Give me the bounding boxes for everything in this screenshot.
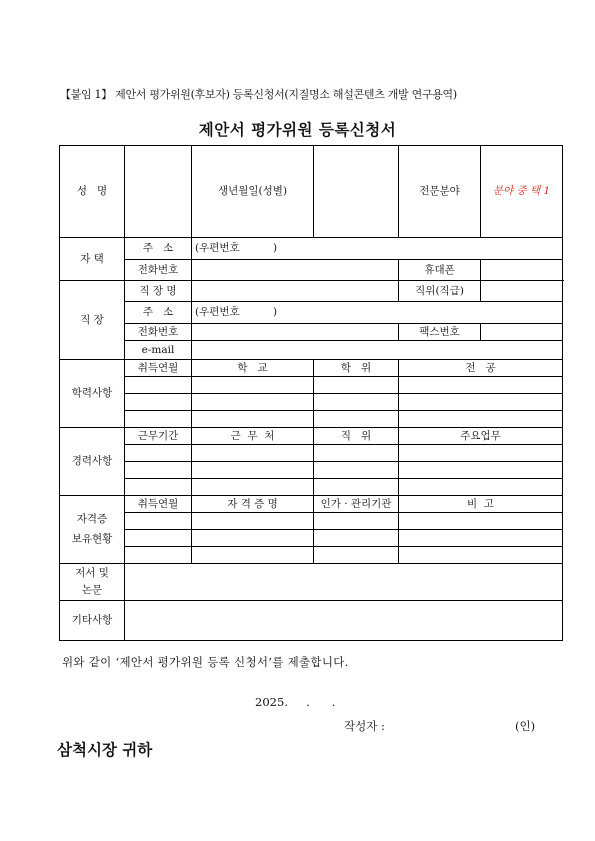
mobile-field[interactable] — [481, 260, 563, 281]
other-section-label: 기타사항 — [60, 601, 125, 641]
certification-header-authority: 인가 · 관리기관 — [314, 496, 399, 513]
education-major-cell[interactable] — [399, 411, 563, 428]
career-period-cell[interactable] — [125, 479, 192, 496]
work-address-field[interactable]: (우편번호 ) — [192, 302, 563, 324]
career-workplace-cell[interactable] — [192, 462, 314, 479]
application-form-table — [59, 145, 563, 641]
education-major-cell[interactable] — [399, 394, 563, 411]
work-section-label: 직 장 — [60, 281, 125, 360]
home-address-field[interactable]: (우편번호 ) — [192, 238, 563, 260]
career-header-position: 직 위 — [314, 428, 399, 445]
birth-gender-label: 생년월일(성별) — [192, 146, 314, 238]
seal-label: (인) — [515, 719, 536, 733]
specialty-label: 전문분야 — [399, 146, 481, 238]
career-duties-cell[interactable] — [399, 445, 563, 462]
publications-label-line1: 저서 및 — [75, 567, 109, 580]
certification-header-name: 자 격 증 명 — [192, 496, 314, 513]
submission-date: 2025. . . — [255, 695, 336, 709]
education-degree-cell[interactable] — [314, 377, 399, 394]
workplace-label: 직 장 명 — [125, 281, 192, 302]
writer-label: 작성자 : — [344, 719, 385, 733]
position-label: 직위(직급) — [399, 281, 481, 302]
fax-field[interactable] — [481, 324, 563, 341]
education-date-cell[interactable] — [125, 377, 192, 394]
home-address-label: 주 소 — [125, 238, 192, 260]
career-duties-cell[interactable] — [399, 462, 563, 479]
email-label: e-mail — [125, 341, 192, 360]
other-field[interactable] — [125, 601, 563, 641]
certification-date-cell[interactable] — [125, 530, 192, 547]
workplace-field[interactable] — [192, 281, 399, 302]
certification-header-date: 취득연월 — [125, 496, 192, 513]
education-section-label: 학력사항 — [60, 360, 125, 428]
education-degree-cell[interactable] — [314, 394, 399, 411]
career-workplace-cell[interactable] — [192, 479, 314, 496]
specialty-field[interactable]: 분야 중 택 1 — [481, 146, 563, 238]
fax-label: 팩스번호 — [399, 324, 481, 341]
career-workplace-cell[interactable] — [192, 445, 314, 462]
career-section-label: 경력사항 — [60, 428, 125, 496]
position-field[interactable] — [481, 281, 563, 302]
certification-remarks-cell[interactable] — [399, 547, 563, 564]
education-date-cell[interactable] — [125, 394, 192, 411]
email-field[interactable] — [192, 341, 563, 360]
mobile-label: 휴대폰 — [399, 260, 481, 281]
career-header-duties: 주요업무 — [399, 428, 563, 445]
home-phone-field[interactable] — [192, 260, 399, 281]
certification-authority-cell[interactable] — [314, 530, 399, 547]
attachment-heading: 【붙임 1】 제안서 평가위원(후보자) 등록신청서(지질명소 해설콘텐츠 개발 연구용역) — [60, 88, 457, 101]
education-header-date: 취득연월 — [125, 360, 192, 377]
home-phone-label: 전화번호 — [125, 260, 192, 281]
education-school-cell[interactable] — [192, 394, 314, 411]
name-field[interactable] — [125, 146, 192, 238]
education-school-cell[interactable] — [192, 411, 314, 428]
closing-statement: 위와 같이 ‘제안서 평가위원 등록 신청서’를 제출합니다. — [62, 655, 349, 669]
education-header-major: 전 공 — [399, 360, 563, 377]
work-phone-label: 전화번호 — [125, 324, 192, 341]
education-header-school: 학 교 — [192, 360, 314, 377]
education-date-cell[interactable] — [125, 411, 192, 428]
education-degree-cell[interactable] — [314, 411, 399, 428]
certification-name-cell[interactable] — [192, 513, 314, 530]
certification-date-cell[interactable] — [125, 547, 192, 564]
career-header-workplace: 근 무 처 — [192, 428, 314, 445]
work-phone-field[interactable] — [192, 324, 399, 341]
career-header-period: 근무기간 — [125, 428, 192, 445]
career-position-cell[interactable] — [314, 462, 399, 479]
certification-name-cell[interactable] — [192, 547, 314, 564]
publications-section-label — [60, 564, 125, 601]
name-label: 성 명 — [60, 146, 125, 238]
career-position-cell[interactable] — [314, 479, 399, 496]
certification-remarks-cell[interactable] — [399, 513, 563, 530]
certification-authority-cell[interactable] — [314, 547, 399, 564]
education-header-degree: 학 위 — [314, 360, 399, 377]
work-address-label: 주 소 — [125, 302, 192, 324]
certification-date-cell[interactable] — [125, 513, 192, 530]
certification-section-label — [60, 496, 125, 564]
certification-label-line2: 보유현황 — [71, 532, 113, 545]
career-duties-cell[interactable] — [399, 479, 563, 496]
certification-header-remarks: 비 고 — [399, 496, 563, 513]
education-school-cell[interactable] — [192, 377, 314, 394]
form-title: 제안서 평가위원 등록신청서 — [198, 121, 397, 139]
birth-gender-field[interactable] — [314, 146, 399, 238]
certification-remarks-cell[interactable] — [399, 530, 563, 547]
home-section-label: 자 택 — [60, 238, 125, 281]
certification-label-line1: 자격증 — [76, 512, 108, 525]
career-period-cell[interactable] — [125, 445, 192, 462]
recipient: 삼척시장 귀하 — [57, 741, 153, 759]
education-major-cell[interactable] — [399, 377, 563, 394]
certification-authority-cell[interactable] — [314, 513, 399, 530]
publications-field[interactable] — [125, 564, 563, 601]
career-period-cell[interactable] — [125, 462, 192, 479]
certification-name-cell[interactable] — [192, 530, 314, 547]
career-position-cell[interactable] — [314, 445, 399, 462]
publications-label-line2: 논문 — [81, 584, 103, 596]
